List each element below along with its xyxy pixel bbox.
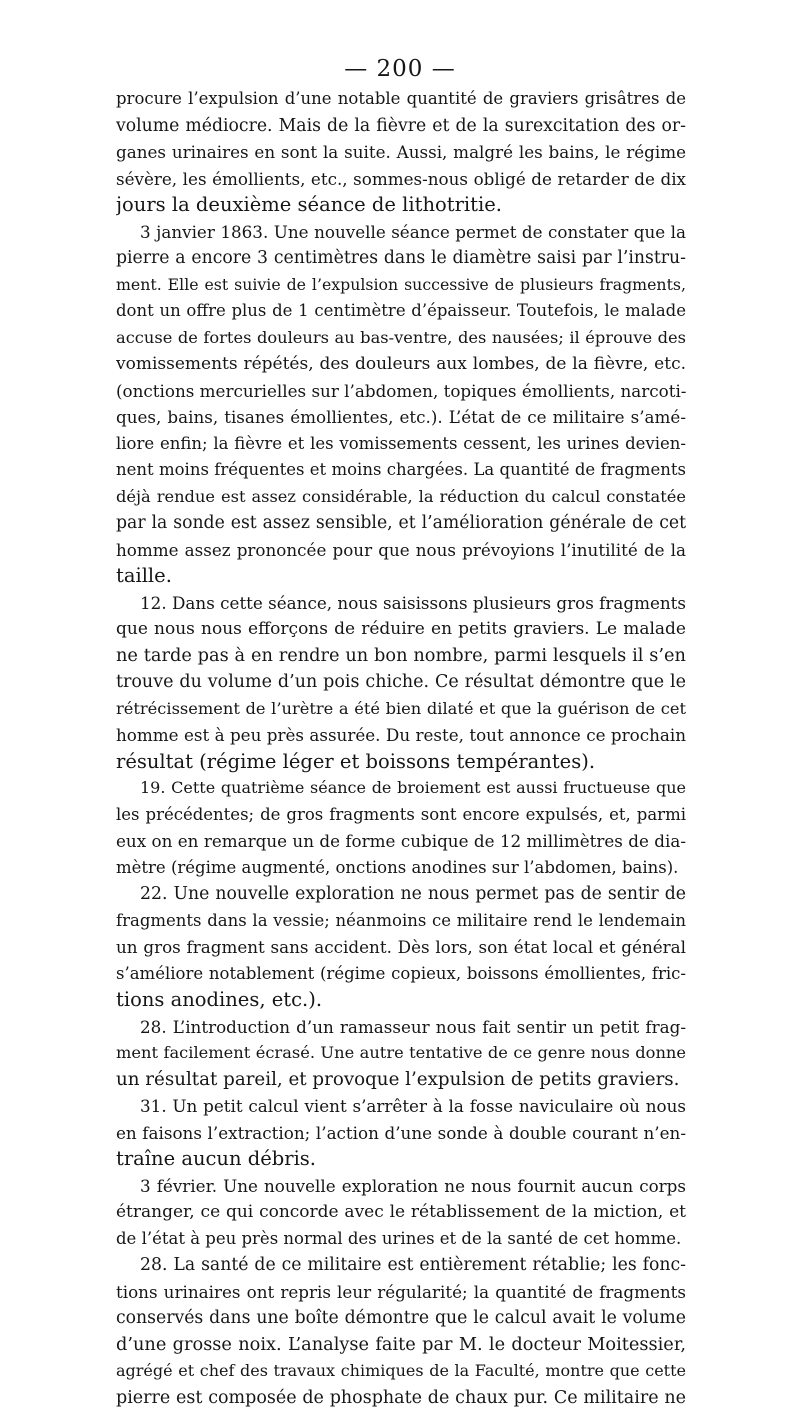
text-line: tions urinaires ont repris leur régularité; la quantité de fragments (116, 1279, 686, 1306)
text-line: 22. Une nouvelle exploration ne nous permet pas de sentir de (116, 881, 686, 908)
text-line: rétrécissement de l’urètre a été bien dilaté et que la guérison de cet (116, 696, 686, 723)
text-line: 19. Cette quatrième séance de broiement est aussi fructueuse que (116, 775, 686, 802)
text-line: liore enfin; la fièvre et les vomissements cessent, les urines devien- (116, 431, 686, 458)
text-line: dont un offre plus de 1 centimètre d’épaisseur. Toutefois, le malade (116, 298, 686, 325)
text-line: les précédentes; de gros fragments sont encore expulsés, et, parmi (116, 802, 686, 829)
text-line: vomissements répétés, des douleurs aux lombes, de la fièvre, etc. (116, 351, 686, 378)
text-line: ques, bains, tisanes émollientes, etc.). L’état de ce militaire s’amé- (116, 404, 686, 431)
text-line: 28. L’introduction d’un ramasseur nous fait sentir un petit frag- (116, 1014, 686, 1041)
text-line: 12. Dans cette séance, nous saisissons plusieurs gros fragments (116, 590, 686, 617)
text-line: 31. Un petit calcul vient s’arrêter à la fosse naviculaire où nous (116, 1093, 686, 1120)
text-line: 3 janvier 1863. Une nouvelle séance permet de constater que la (116, 219, 686, 246)
text-line: conservés dans une boîte démontre que le calcul avait le volume (116, 1305, 686, 1332)
text-line: s’améliore notablement (régime copieux, boissons émollientes, fric- (116, 961, 686, 988)
text-line: pierre a encore 3 centimètres dans le diamètre saisi par l’instru- (116, 245, 686, 272)
text-line: par la sonde est assez sensible, et l’amélioration générale de cet (116, 510, 686, 537)
text-line: en faisons l’extraction; l’action d’une sonde à double courant n’en- (116, 1120, 686, 1147)
text-line: trouve du volume d’un pois chiche. Ce résultat démontre que le (116, 669, 686, 696)
text-line: d’une grosse noix. L’analyse faite par M. le docteur Moitessier, (116, 1332, 686, 1359)
text-line: un gros fragment sans accident. Dès lors, son état local et général (116, 934, 686, 961)
text-line: nent moins fréquentes et moins chargées. La quantité de fragments (116, 457, 686, 484)
text-line: pierre est composée de phosphate de chaux pur. Ce militaire ne (116, 1385, 686, 1411)
text-line: sévère, les émollients, etc., sommes-nous obligé de retarder de dix (116, 166, 686, 193)
text-line: que nous nous efforçons de réduire en petits graviers. Le malade (116, 616, 686, 643)
text-line: volume médiocre. Mais de la fièvre et de la surexcitation des or- (116, 113, 686, 140)
page-number: — 200 — (0, 56, 800, 82)
body-text (116, 86, 686, 1411)
text-line: tions anodines, etc.). (116, 987, 686, 1014)
text-line: accuse de fortes douleurs au bas-ventre, des nausées; il éprouve des (116, 325, 686, 352)
text-line: homme est à peu près assurée. Du reste, tout annonce ce prochain (116, 722, 686, 749)
text-line: traîne aucun débris. (116, 1146, 686, 1173)
text-line: jours la deuxième séance de lithotritie. (116, 192, 686, 219)
text-line: mètre (régime augmenté, onctions anodines sur l’abdomen, bains). (116, 855, 686, 882)
text-line: 28. La santé de ce militaire est entièrement rétablie; les fonc- (116, 1252, 686, 1279)
text-line: procure l’expulsion d’une notable quantité de graviers grisâtres de (116, 86, 686, 113)
text-line: agrégé et chef des travaux chimiques de la Faculté, montre que cette (116, 1358, 686, 1385)
text-line: eux on en remarque un de forme cubique de 12 millimètres de dia- (116, 828, 686, 855)
text-line: ment. Elle est suivie de l’expulsion successive de plusieurs fragments, (116, 272, 686, 299)
text-line: étranger, ce qui concorde avec le rétablissement de la miction, et (116, 1199, 686, 1226)
text-line: résultat (régime léger et boissons tempérantes). (116, 749, 686, 776)
text-line: de l’état à peu près normal des urines et de la santé de cet homme. (116, 1226, 686, 1253)
text-line: ne tarde pas à en rendre un bon nombre, parmi lesquels il s’en (116, 643, 686, 670)
text-line: ment facilement écrasé. Une autre tentative de ce genre nous donne (116, 1040, 686, 1067)
text-line: (onctions mercurielles sur l’abdomen, topiques émollients, narcoti- (116, 378, 686, 405)
text-line: 3 février. Une nouvelle exploration ne nous fournit aucun corps (116, 1173, 686, 1200)
text-line: homme assez prononcée pour que nous prévoyions l’inutilité de la (116, 537, 686, 564)
text-line: un résultat pareil, et provoque l’expulsion de petits graviers. (116, 1067, 686, 1094)
text-line: taille. (116, 563, 686, 590)
text-line: fragments dans la vessie; néanmoins ce militaire rend le lendemain (116, 908, 686, 935)
text-line: déjà rendue est assez considérable, la réduction du calcul constatée (116, 484, 686, 511)
text-line: ganes urinaires en sont la suite. Aussi, malgré les bains, le régime (116, 139, 686, 166)
